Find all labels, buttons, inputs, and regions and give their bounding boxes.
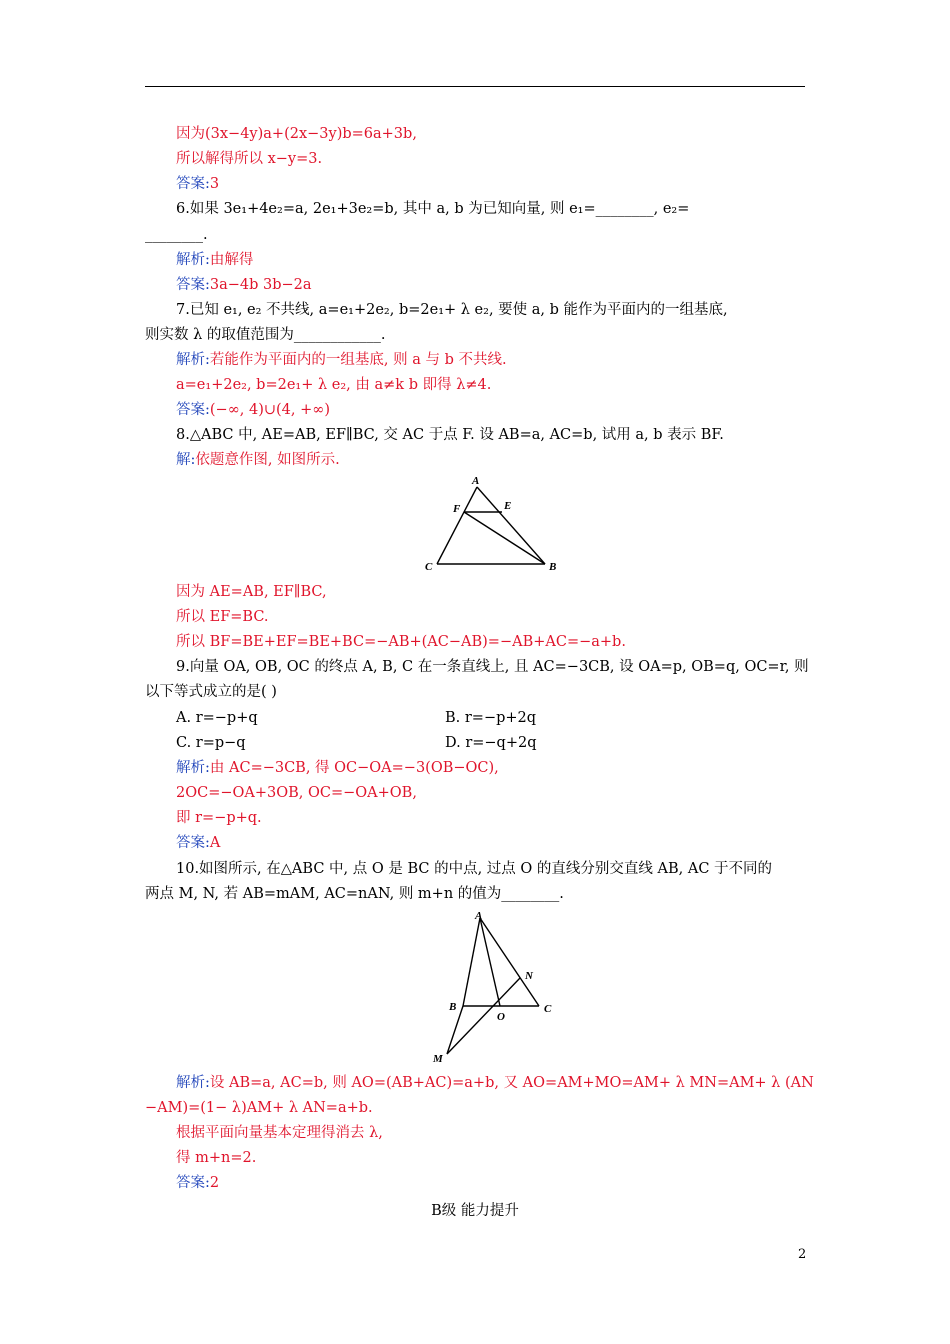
text-line: 所以 EF=BC. (176, 609, 269, 625)
text-line: −AM)=(1− λ)AM+ λ AN=a+b. (145, 1100, 373, 1116)
answer-label: 答案: (176, 176, 210, 192)
analysis-line (176, 758, 499, 778)
fig1-label-c: C (425, 561, 433, 573)
section-heading: B级 能力提升 (431, 1203, 519, 1219)
analysis-line (176, 250, 253, 270)
analysis-value: 若能作为平面内的一组基底, 则 a 与 b 不共线. (209, 352, 507, 368)
analysis-line (176, 1073, 814, 1093)
analysis-label: 解析: (176, 352, 210, 368)
answer-line (176, 1173, 219, 1193)
question-7-line-2: 则实数 λ 的取值范围为____________. (145, 327, 386, 343)
answer-label: 答案: (176, 1175, 210, 1191)
triangle-figure-1 (415, 472, 575, 578)
question-6-line-1: 6.如果 3e₁+4e₂=a, 2e₁+3e₂=b, 其中 a, b 为已知向量, 则 e₁=________, e₂= (176, 201, 690, 217)
answer-value: A (209, 835, 221, 851)
analysis-value: 由 AC=−3CB, 得 OC−OA=−3(OB−OC), (209, 760, 499, 776)
analysis-value: 设 AB=a, AC=b, 则 AO=(AB+AC)=a+b, 又 AO=AM+MO=AM+ λ MN=AM+ λ (AN (209, 1075, 814, 1091)
text-line: 即 r=−p+q. (176, 810, 262, 826)
fig1-label-a: A (472, 475, 480, 487)
fig1-label-b: B (549, 561, 557, 573)
answer-line (176, 833, 220, 853)
option-d: D. r=−q+2q (445, 735, 537, 751)
answer-value: 3 (209, 176, 220, 192)
triangle-figure-2 (425, 906, 565, 1066)
fig2-label-b: B (449, 1001, 457, 1013)
option-b: B. r=−p+2q (445, 710, 537, 726)
text-line: 所以解得所以 x−y=3. (176, 151, 323, 167)
fig1-label-f: F (453, 503, 461, 515)
analysis-value: 由解得 (209, 252, 254, 268)
answer-value: 3a−4b 3b−2a (209, 277, 312, 293)
text-line: 所以 BF=BE+EF=BE+BC=−AB+(AC−AB)=−AB+AC=−a+b. (176, 634, 626, 650)
fig2-label-a: A (475, 910, 483, 922)
page-number: 2 (798, 1247, 807, 1262)
answer-line (176, 174, 219, 194)
analysis-label: 解析: (176, 760, 210, 776)
solution-value: 依题意作图, 如图所示. (195, 452, 340, 468)
text-line: 得 m+n=2. (176, 1150, 257, 1166)
analysis-label: 解析: (176, 1075, 210, 1091)
fig2-label-n: N (525, 970, 533, 982)
option-a: A. r=−p+q (176, 710, 258, 726)
solution-label: 解: (176, 452, 196, 468)
question-8-line: 8.△ABC 中, AE=AB, EF∥BC, 交 AC 于点 F. 设 AB=a, AC=b, 试用 a, b 表示 BF. (176, 427, 724, 443)
answer-value: (−∞, 4)∪(4, +∞) (209, 402, 331, 418)
analysis-label: 解析: (176, 252, 210, 268)
option-c: C. r=p−q (176, 735, 246, 751)
text-line: 2OC=−OA+3OB, OC=−OA+OB, (176, 785, 417, 801)
solution-line (176, 450, 340, 470)
fig2-label-c: C (544, 1003, 552, 1015)
answer-label: 答案: (176, 277, 210, 293)
question-9-line-2: 以下等式成立的是( ) (145, 684, 277, 700)
answer-line (176, 400, 330, 420)
text-line: 因为 AE=AB, EF∥BC, (176, 584, 327, 600)
text-line: a=e₁+2e₂, b=2e₁+ λ e₂, 由 a≠k b 即得 λ≠4. (176, 377, 492, 393)
fig1-label-e: E (504, 500, 512, 512)
answer-label: 答案: (176, 402, 210, 418)
question-6-line-2: ________. (145, 227, 208, 243)
question-7-line-1: 7.已知 e₁, e₂ 不共线, a=e₁+2e₂, b=2e₁+ λ e₂, 要使 a, b 能作为平面内的一组基底, (176, 302, 728, 318)
answer-label: 答案: (176, 835, 210, 851)
fig2-label-m: M (433, 1053, 443, 1065)
text-line: 根据平面向量基本定理得消去 λ, (176, 1125, 383, 1141)
analysis-line (176, 350, 507, 370)
header-rule (145, 86, 805, 87)
question-9-line-1: 9.向量 OA, OB, OC 的终点 A, B, C 在一条直线上, 且 AC=−3CB, 设 OA=p, OB=q, OC=r, 则 (176, 659, 809, 675)
answer-value: 2 (209, 1175, 220, 1191)
text-line: 因为(3x−4y)a+(2x−3y)b=6a+3b, (176, 126, 417, 142)
question-10-line-2: 两点 M, N, 若 AB=mAM, AC=nAN, 则 m+n 的值为________. (145, 886, 564, 902)
question-10-line-1: 10.如图所示, 在△ABC 中, 点 O 是 BC 的中点, 过点 O 的直线分别交直线 AB, AC 于不同的 (176, 861, 773, 877)
answer-line (176, 275, 312, 295)
fig2-label-o: O (497, 1011, 505, 1023)
